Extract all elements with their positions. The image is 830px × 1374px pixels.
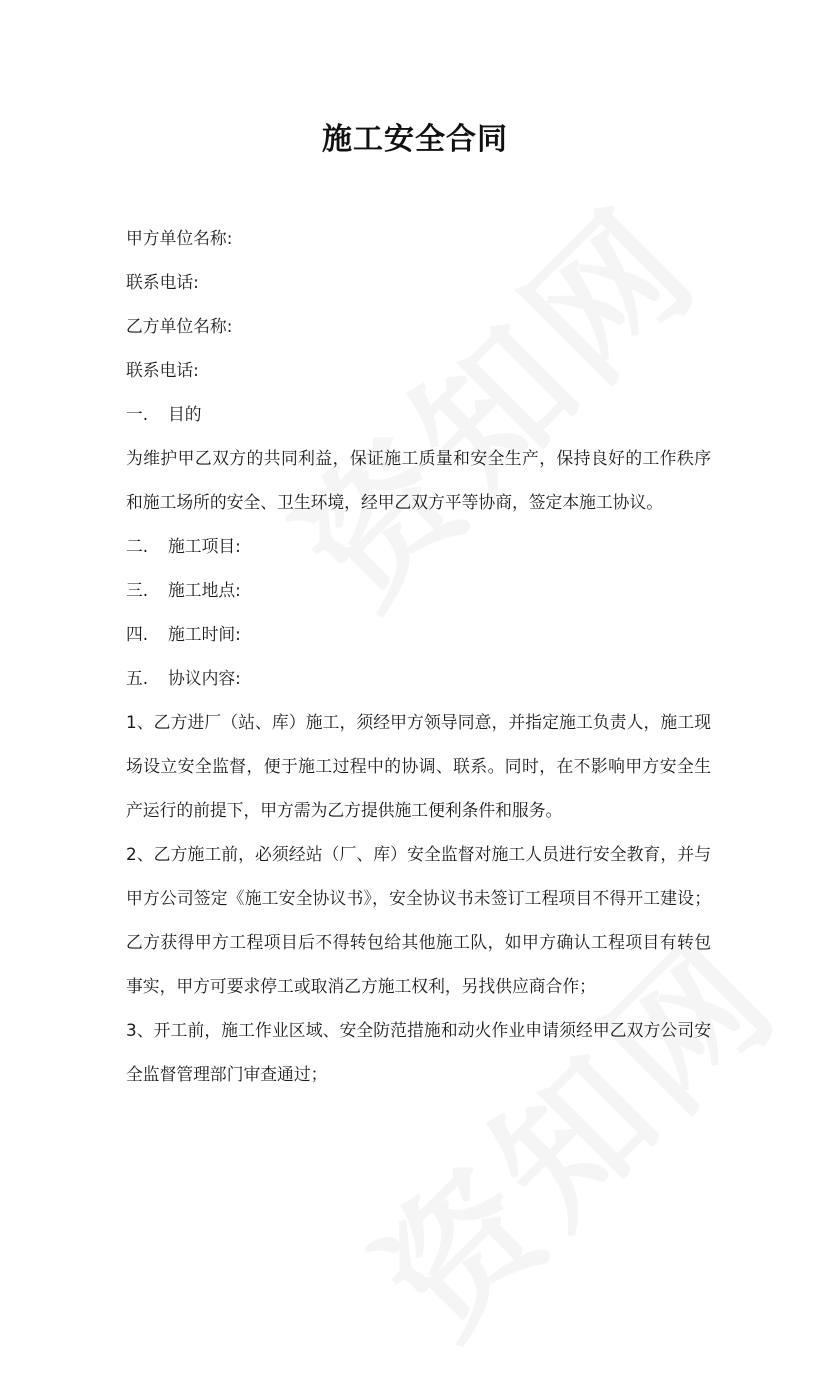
clause-1: 1、乙方进厂（站、库）施工，须经甲方领导同意，并指定施工负责人，施工现场设立安全监督，便于施工过程中的协调、联系。同时，在不影响甲方安全生产运行的前提下，甲方需为乙方提供施工便利条件和服务。 bbox=[126, 712, 711, 820]
clause-3: 3、开工前，施工作业区域、安全防范措施和动火作业申请须经甲乙双方公司安全监督管理部门审查通过； bbox=[126, 1020, 711, 1084]
document-body bbox=[126, 216, 711, 1096]
section-title: 施工时间: bbox=[168, 624, 241, 644]
clause-2: 2、乙方施工前，必须经站（厂、库）安全监督对施工人员进行安全教育，并与甲方公司签定《施工安全协议书》，安全协议书未签订工程项目不得开工建设；乙方获得甲方工程项目后不得转包给其他施工队，如甲方确认工程项目有转包事实，甲方可要求停工或取消乙方施工权利，另找供应商合作； bbox=[126, 844, 711, 996]
party-b-name-field: 乙方单位名称: bbox=[126, 316, 233, 336]
section-heading-location bbox=[126, 568, 711, 612]
section-title: 施工项目: bbox=[168, 536, 241, 556]
section-number: 三. bbox=[126, 580, 149, 600]
section-title: 协议内容: bbox=[168, 668, 241, 688]
section-number: 五. bbox=[126, 668, 149, 688]
section-number: 四. bbox=[126, 624, 149, 644]
party-a-phone-field: 联系电话: bbox=[126, 272, 199, 292]
section-heading-content bbox=[126, 656, 711, 700]
section-heading-purpose bbox=[126, 392, 711, 436]
section-title: 目的 bbox=[168, 404, 202, 424]
section-heading-time bbox=[126, 612, 711, 656]
document-title: 施工安全合同 bbox=[322, 122, 508, 157]
purpose-paragraph: 为维护甲乙双方的共同利益，保证施工质量和安全生产，保持良好的工作秩序和施工场所的安全、卫生环境，经甲乙双方平等协商，签定本施工协议。 bbox=[126, 448, 711, 512]
section-heading-project bbox=[126, 524, 711, 568]
section-title: 施工地点: bbox=[168, 580, 241, 600]
party-a-name-field: 甲方单位名称: bbox=[126, 228, 233, 248]
section-number: 二. bbox=[126, 536, 149, 556]
section-number: 一. bbox=[126, 404, 149, 424]
party-b-phone-field: 联系电话: bbox=[126, 360, 199, 380]
